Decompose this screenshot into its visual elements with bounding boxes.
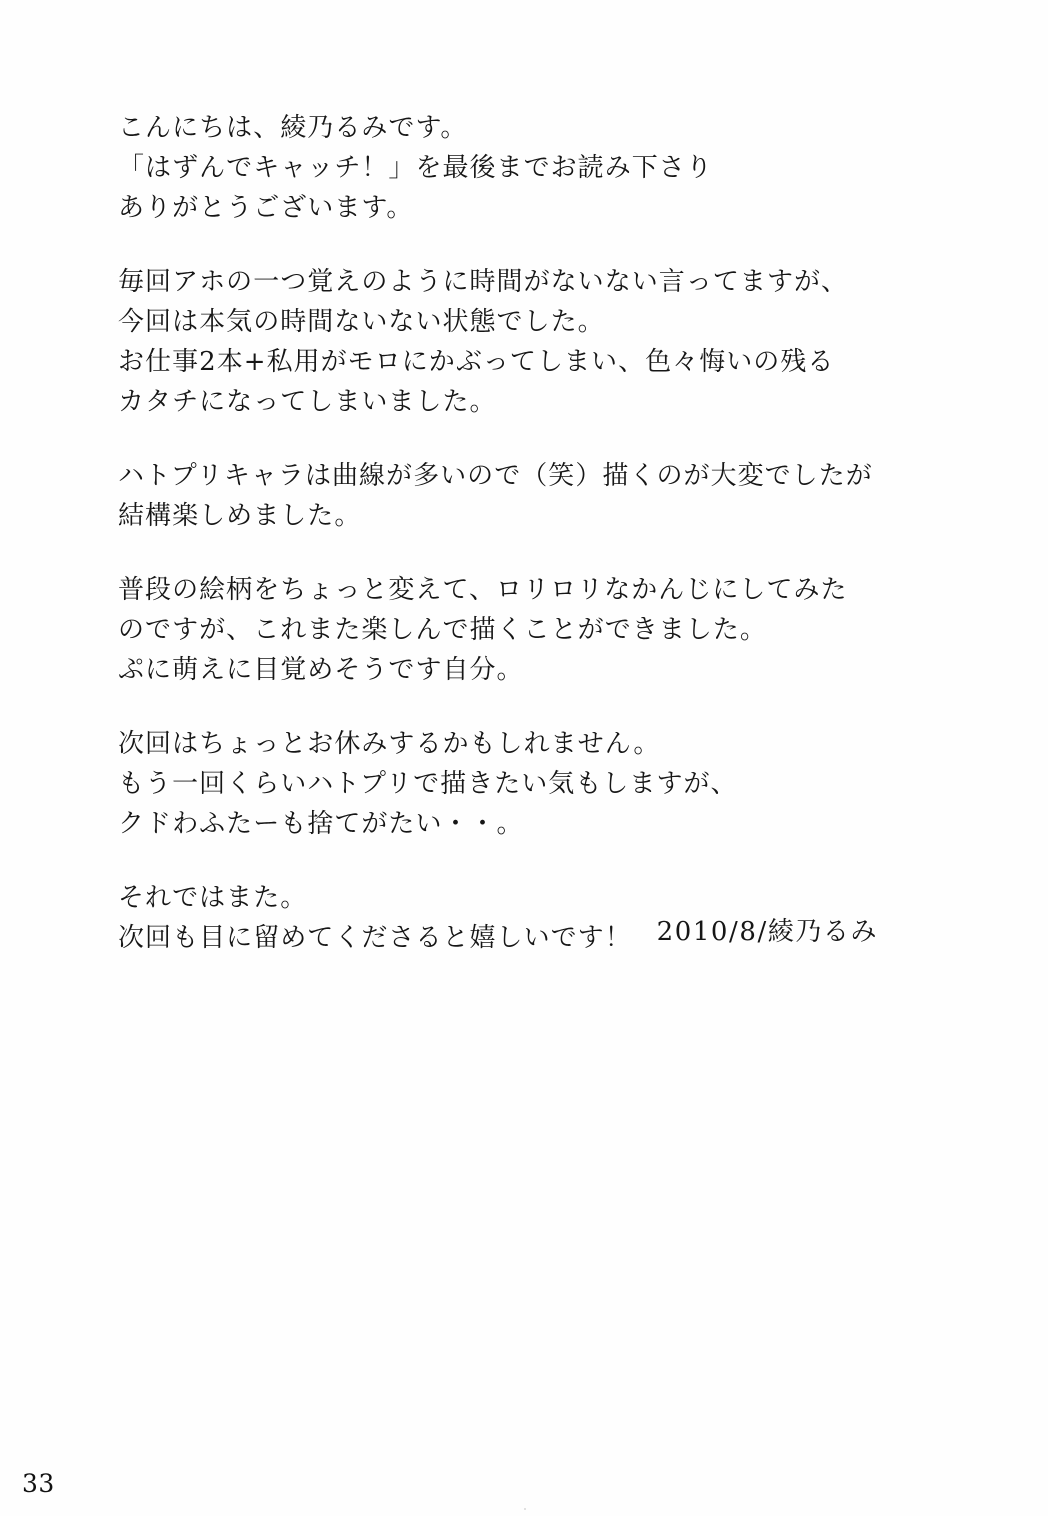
text-line: 次回も目に留めてくださると嬉しいです！	[118, 923, 632, 953]
text-line: 今回は本気の時間ないない状態でした。	[118, 307, 605, 337]
text-line: 結構楽しめました。	[118, 501, 362, 531]
text-line: 「はずんでキャッチ！」を最後までお読み下さり	[118, 153, 713, 183]
page-number: 33	[22, 1469, 55, 1498]
text-line: お仕事2本+私用がモロにかぶってしまい、色々悔いの残る	[118, 347, 835, 377]
paragraph	[118, 262, 998, 422]
text-line: 普段の絵柄をちょっと変えて、ロリロリなかんじにしてみた	[118, 575, 848, 605]
text-line: ありがとうございます。	[118, 193, 414, 223]
text-line: それではまた。	[118, 883, 308, 913]
afterword-text-block	[118, 108, 998, 958]
text-line: ハトプリキャラは曲線が多いので（笑）描くのが大変でしたが	[118, 461, 873, 491]
text-line: カタチになってしまいました。	[118, 387, 497, 417]
paragraph	[118, 108, 998, 228]
text-line: クドわふたーも捨てがたい・・。	[118, 809, 524, 839]
text-line: 毎回アホの一つ覚えのように時間がないない言ってますが、	[118, 267, 849, 297]
text-line: こんにちは、綾乃るみです。	[118, 113, 468, 143]
paragraph	[118, 456, 998, 536]
text-line: 次回はちょっとお休みするかもしれません。	[118, 729, 661, 759]
paragraph	[118, 724, 998, 844]
paragraph	[118, 570, 998, 690]
center-fold-mark	[524, 1508, 526, 1510]
signature-text: 2010/8/綾乃るみ	[656, 917, 878, 947]
text-line: ぷに萌えに目覚めそうです自分。	[118, 655, 524, 685]
author-signature	[118, 912, 878, 952]
text-line: もう一回くらいハトプリで描きたい気もしますが、	[118, 769, 738, 799]
text-line: のですが、これまた楽しんで描くことができました。	[118, 615, 767, 645]
